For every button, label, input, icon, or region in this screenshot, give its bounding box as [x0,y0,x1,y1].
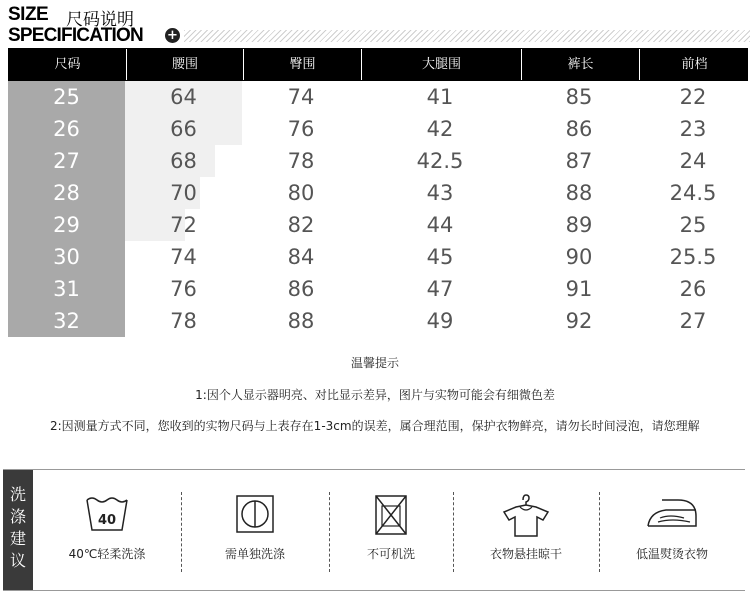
measure-cell: 72 [170,213,197,237]
measure-cell: 24 [679,149,707,173]
measure-cell: 91 [565,277,593,301]
measure-cell: 47 [426,277,454,301]
care-item-wash-40 [33,470,181,590]
measure-cell: 76 [170,277,197,301]
label-char: 涤 [9,507,26,526]
size-cell: 27 [8,145,125,177]
table-row [8,209,748,241]
col-header-thigh: 大腿围 [361,49,521,80]
measure-cell: 45 [426,245,454,269]
size-cell: 32 [8,305,125,337]
measure-cell: 26 [679,277,707,301]
low-iron-icon [644,494,700,530]
measure-cell: 86 [287,277,315,301]
size-table [8,48,748,337]
no-tumble-dry-icon [374,494,408,536]
care-label: 衣物悬挂晾干 [489,547,562,561]
care-item-hang-dry [453,470,599,590]
measure-cell: 88 [287,309,315,333]
size-title-cn: 尺码说明 [66,10,134,30]
measure-cell: 90 [565,245,593,269]
note-color-difference: 1:因个人显示器明亮、对比显示差异，图片与实物可能会有细微色差 [195,388,555,402]
table-row [8,81,748,113]
label-char: 议 [9,551,26,570]
measure-cell: 42.5 [416,149,464,173]
plus-circle-icon: + [165,28,180,43]
washing-guide [3,469,745,591]
size-cell: 26 [8,113,125,145]
care-label: 低温熨烫衣物 [635,547,708,561]
notes-title: 温馨提示 [350,356,399,370]
measure-cell: 25 [679,213,707,237]
care-item-separate-wash [181,470,329,590]
washing-guide-label [3,470,33,590]
measure-cell: 86 [565,117,593,141]
wash-temp-text: 40 [97,513,117,528]
size-table-body [8,81,748,337]
size-cell: 28 [8,177,125,209]
measure-cell: 87 [565,149,593,173]
measure-cell: 43 [426,181,454,205]
measure-cell: 27 [679,309,707,333]
col-header-length: 裤长 [521,49,639,80]
measure-cell: 23 [679,117,707,141]
care-label: 40℃轻柔洗涤 [68,547,146,561]
care-item-low-iron [599,470,745,590]
table-row [8,273,748,305]
measure-cell: 68 [170,149,197,173]
measure-cell: 80 [287,181,315,205]
col-header-hip: 臀围 [243,49,361,80]
measure-cell: 25.5 [669,245,717,269]
size-cell: 25 [8,81,125,113]
measure-cell: 49 [426,309,454,333]
table-row [8,145,748,177]
hatch-divider [184,30,750,42]
col-header-front-rise: 前档 [639,49,749,80]
note-measurement-error: 2:因测量方式不同，您收到的实物尺码与上表存在1-3cm的误差，属合理范围，保护衣物鲜亮，请勿长时间浸泡，请您理解 [50,419,700,433]
col-header-waist: 腰围 [126,49,243,80]
label-char: 建 [9,529,26,548]
measure-cell: 66 [170,117,197,141]
measure-cell: 24.5 [669,181,717,205]
measure-cell: 64 [170,85,197,109]
measure-cell: 41 [426,85,454,109]
measure-cell: 70 [170,181,197,205]
care-item-no-machine-wash [329,470,453,590]
measure-cell: 82 [287,213,315,237]
hang-dry-icon [501,494,551,538]
table-row [8,305,748,337]
care-label: 需单独洗涤 [224,547,285,561]
table-row [8,113,748,145]
label-char: 洗 [9,485,26,504]
measure-cell: 92 [565,309,593,333]
table-row [8,177,748,209]
size-title: SIZE [8,4,49,25]
size-table-header [8,48,748,81]
size-cell: 30 [8,241,125,273]
wash-40-icon [85,494,129,534]
measure-cell: 74 [287,85,315,109]
measure-cell: 78 [287,149,315,173]
measure-cell: 42 [426,117,454,141]
measure-cell: 85 [565,85,593,109]
size-cell: 31 [8,273,125,305]
measure-cell: 88 [565,181,593,205]
size-cell: 29 [8,209,125,241]
measure-cell: 44 [426,213,454,237]
measure-cell: 76 [287,117,315,141]
measure-cell: 22 [679,85,707,109]
page-header [8,2,748,46]
specification-title: SPECIFICATION [8,25,143,46]
care-label: 不可机洗 [366,547,415,561]
measure-cell: 74 [170,245,197,269]
separate-wash-icon [235,494,275,534]
measure-cell: 84 [287,245,315,269]
table-row [8,241,748,273]
measure-cell: 89 [565,213,593,237]
col-header-size: 尺码 [54,57,81,72]
measure-cell: 78 [170,309,197,333]
